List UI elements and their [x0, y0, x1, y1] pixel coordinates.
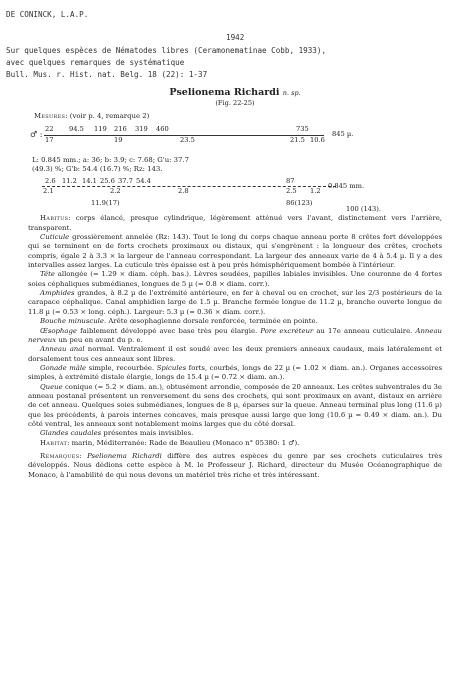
measures-text: : (voir p. 4, remarque 2) [65, 112, 150, 121]
card-year: 1942 [226, 33, 245, 42]
formula-bottom-value: 23.5 [180, 135, 195, 144]
formula-top-value: 735 [296, 124, 309, 133]
formula-top-value: 216 [114, 124, 127, 133]
label-bouche: Bouche minuscule. [40, 317, 107, 326]
text-cuticule: grossièrement annelée (Rz: 143). Tout le long du corps chaque anneau porte 8 crêtes fort développées qui se terminent en de forts crochets proximaux ou distaux, qui s'engrènent : la longueur des crêtes, crochets compris, égale 2 à 3.3 × la largeur de l'anneau correspondant. La largeur des anneaux varie de 4 à 5.4 µ. Il y a des intervalles assez larges. La cuticule très épaisse est à peu près hémisphériquement bombée à l'intérieur. [28, 233, 442, 270]
para-bouche [28, 317, 442, 326]
text-habitus: : corps élancé, presque cylindrique, légèrement atténué vers l'avant, distinctement vers l'arrière, transparent. [28, 214, 442, 232]
label-cuticule: Cuticule [40, 233, 70, 242]
formula-bottom-value: 17 [45, 135, 54, 144]
text-bouche: Arête œsophagienne dorsale renforcée, terminée en pointe. [108, 317, 318, 326]
label-anneau-anal: Anneau anal [40, 345, 85, 354]
para-oesophage [28, 327, 442, 346]
formula-mid-value: 2.5 [286, 187, 297, 196]
ratios-line: L: 0.845 mm.; a: 36; b: 3.9; c: 7.68; G'u: 37.7 [32, 155, 189, 164]
catalog-card-header [0, 0, 463, 92]
measurement-formula-relative [28, 174, 442, 214]
formula-total-length: 845 µ. [332, 129, 354, 138]
label-anneau-nerveux: Anneau nerveux [28, 326, 442, 344]
document-body [28, 86, 442, 480]
para-glandes [28, 429, 442, 438]
text-anneau-nerveux: un peu en avant du p. e. [58, 335, 143, 344]
text-glandes: présentes mais invisibles. [103, 429, 194, 438]
formula-top-value: 25.6 [100, 177, 115, 186]
formula-top-value: 22 [45, 124, 54, 133]
species-title [28, 87, 442, 99]
text-spicules: forts, courbés, longs de 22 µ (= 1.02 × diam. an.). Organes accessoires simples, à extrémité distale élargie, longs de 15.4 µ (= 0.72 × diam. an.). [28, 363, 442, 382]
species-name: Pselionema Richardi [169, 87, 280, 98]
formula-top-value: 54.4 [136, 177, 151, 186]
label-amphides: Amphides [40, 289, 75, 298]
formula-top-value: 119 [94, 124, 107, 133]
male-symbol: ♂ : [30, 129, 43, 139]
formula-mid-value: 2.1 [43, 187, 54, 196]
text-tete: allongée (= 1.29 × diam. céph. bas.). Lèvres soudées, papilles labiales invisibles. Une couronne de 4 fortes soies céphaliques submédianes, longues de 5 µ (= 0.8 × diam. corr.). [28, 270, 442, 288]
measures-line [34, 112, 442, 121]
para-cuticule [28, 233, 442, 270]
text-queue: conique (= 5.2 × diam. an.), obtusément arrondie, composée de 20 anneaux. Les crêtes subventrales du 3e anneau postanal présentent un renversement du sens des crochets, qui sont proximaux en avant, distaux en arrière de cet anneau. Quelques soies submédianes, longues de 8 µ, éparses sur la queue. Anneau terminal plus long (11.6 µ) que les précédents, à parois internes concaves, mais presque aussi large que long (10.6 µ = 0.49 × diam. an.). Du côté ventral, les anneaux sont notablement moins larges que du côté dorsal. [28, 382, 442, 428]
text-amphides: grandes, à 8.2 µ de l'extrémité antérieure, en fer à cheval ou en crochet, sur les 2/3 postérieurs de la carapace céphalique. Canal amphidien large de 1.5 µ. Branche fermée longue de 11.2 µ, branche ouverte longue de 11.8 µ (= 0.53 × long. céph.). Largeur: 5.3 µ (= 0.36 × diam. corr.). [28, 289, 442, 316]
formula-top-value: 94.5 [69, 124, 84, 133]
label-pore: Pore excréteur [260, 326, 314, 335]
para-habitus [28, 214, 442, 233]
ratios-line: (49.3) %; G'b: 54.4 (16.7) %; Rz: 143. [32, 165, 163, 174]
remarques-species: Pselionema Richardi [87, 451, 162, 460]
formula-top-value: 2.6 [45, 177, 56, 186]
label-habitat: Habitat [40, 438, 68, 447]
figure-reference: (Fig. 22-25) [215, 99, 255, 107]
label-gonade: Gonade mâle [40, 363, 87, 372]
para-amphides [28, 289, 442, 317]
para-gonade [28, 364, 442, 383]
formula-top-value: 11.2 [62, 177, 77, 186]
formula-bottom-value: 21.5 [290, 135, 305, 144]
text-remarques: diffère des autres espèces du genre par ses crochets cuticulaires très développés. Nous dédions cette espèce à M. le Professeur J. Richard, directeur du Musée Océanographique de Monaco, à l'amabilité de qui nous devons un matériel très riche et très intéressant. [28, 451, 442, 479]
formula-total-length: 0.845 mm. [328, 182, 365, 191]
para-tete [28, 270, 442, 289]
para-habitat [28, 439, 442, 448]
label-glandes: Glandes caudales [40, 429, 102, 438]
card-title-line-1: Sur quelques espèces de Nématodes libres (Ceramonematinae Cobb, 1933), [6, 46, 327, 55]
para-anneau-anal [28, 345, 442, 364]
text-gonade: simple, recourbée. [88, 363, 155, 372]
formula-top-value: 37.7 [118, 177, 133, 186]
formula-top-value: 14.1 [82, 177, 97, 186]
label-tete: Tête [40, 270, 55, 279]
text-habitat: : marin, Méditerranée: Rade de Beaulieu (Monaco n° 05380: 1 ♂). [67, 438, 300, 447]
formula-top-value: 319 [135, 124, 148, 133]
formula-bottom-value: 19 [114, 135, 123, 144]
formula-bottom-value: 10.6 [310, 135, 325, 144]
measurement-formula-absolute [28, 122, 442, 156]
formula-bottom-value: 11.9(17) [91, 199, 120, 208]
formula-mid-value: 1.2 [310, 187, 321, 196]
measures-label: Mesures [34, 112, 66, 121]
formula-mid-value: 2.2 [110, 187, 121, 196]
label-queue: Queue [40, 382, 63, 391]
card-citation: Bull. Mus. r. Hist. nat. Belg. 18 (22): 1-37 [6, 70, 208, 79]
label-oesophage: Œsophage [40, 326, 77, 335]
formula-top-value: 87 [286, 177, 295, 186]
formula-total-percent: 100 (143). [346, 205, 381, 214]
formula-bottom-value: 86(123) [286, 199, 313, 208]
label-habitus: Habitus [40, 214, 69, 223]
text-anneau-anal: normal. Ventralement il est soudé avec les deux premiers anneaux caudaux, mais latéralement et dorsalement tous ces anneaux sont libres. [28, 345, 442, 363]
card-title-line-2: avec quelques remarques de systématique [6, 58, 185, 67]
para-queue [28, 383, 442, 430]
remarques-separator: : [79, 451, 88, 460]
formula-mid-value: 2.8 [178, 187, 189, 196]
species-new-label: n. sp. [282, 89, 301, 97]
label-spicules: Spicules [156, 363, 187, 372]
formula-top-value: 460 [156, 124, 169, 133]
text-oesophage: faiblement développé avec base très peu élargie. [80, 326, 258, 335]
body-ratios [32, 156, 442, 175]
text-pore: au 17e anneau cuticulaire. [316, 326, 413, 335]
label-remarques: Remarques [40, 451, 80, 460]
para-remarques [28, 452, 442, 480]
card-author: DE CONINCK, L.A.P. [6, 10, 89, 19]
